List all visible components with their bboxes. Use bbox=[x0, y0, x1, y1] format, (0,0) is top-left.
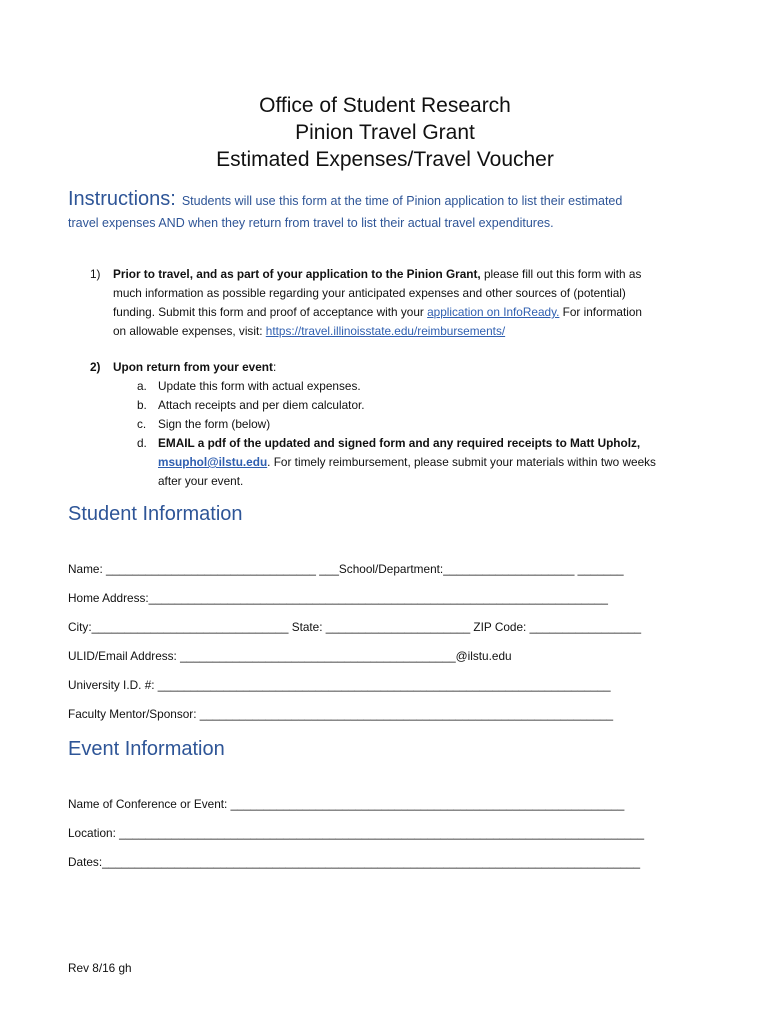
university-id-field[interactable]: University I.D. #: _____________________________________________________________________ bbox=[68, 678, 611, 692]
reimbursements-link[interactable]: https://travel.illinoisstate.edu/reimbursements/ bbox=[265, 324, 506, 338]
instructions-text-b: travel expenses AND when they return from travel to list their actual travel expenditures. bbox=[68, 216, 554, 230]
step1-text1: please fill out this form with as bbox=[480, 267, 642, 281]
step2-item-b-letter: b. bbox=[137, 398, 147, 412]
step2-item-d bbox=[158, 434, 718, 491]
city-state-zip-field[interactable]: City:______________________________ State: ______________________ ZIP Code: _________________ bbox=[68, 620, 642, 634]
step1-line3-a: funding. Submit this form and proof of acceptance with your bbox=[113, 305, 428, 319]
step2-item-a: Update this form with actual expenses. bbox=[158, 379, 361, 393]
step2-item-d-bold: EMAIL a pdf of the updated and signed form and any required receipts to Matt Upholz, bbox=[158, 436, 641, 450]
ulid-email-field[interactable]: ULID/Email Address: __________________________________________@ilstu.edu bbox=[68, 649, 512, 663]
step2-heading: Upon return from your event bbox=[113, 360, 273, 374]
home-address-field[interactable]: Home Address:______________________________________________________________________ bbox=[68, 591, 608, 605]
step2-item-d-letter: d. bbox=[137, 436, 147, 450]
step1-bold: Prior to travel, and as part of your application to the Pinion Grant, bbox=[113, 267, 481, 281]
step2-heading-line bbox=[113, 358, 276, 377]
location-field[interactable]: Location: ________________________________________________________________________________ bbox=[68, 826, 645, 840]
step2-number: 2) bbox=[90, 360, 101, 374]
title-line-1: Office of Student Research bbox=[259, 94, 511, 117]
step1-number: 1) bbox=[90, 267, 101, 281]
infoready-link[interactable]: application on InfoReady. bbox=[427, 305, 560, 319]
step2-colon: : bbox=[272, 360, 277, 374]
dates-field[interactable]: Dates:__________________________________________________________________________________ bbox=[68, 855, 641, 869]
step2-item-c: Sign the form (below) bbox=[158, 417, 271, 431]
instructions-heading: Instructions: bbox=[68, 188, 176, 210]
step2-item-d-after: . For timely reimbursement, please submit your materials within two weeks bbox=[267, 455, 656, 469]
step2-item-b: Attach receipts and per diem calculator. bbox=[158, 398, 365, 412]
revision-footer: Rev 8/16 gh bbox=[68, 961, 132, 975]
step1-line4-a: on allowable expenses, visit: bbox=[113, 324, 266, 338]
page-title bbox=[0, 92, 770, 173]
step1-line3-b: For information bbox=[559, 305, 642, 319]
step1-line2: much information as possible regarding your anticipated expenses and other sources of (potential) bbox=[113, 286, 626, 300]
name-field[interactable]: Name: ________________________________ ___School/Department:____________________ _______ bbox=[68, 562, 624, 576]
step2-item-a-letter: a. bbox=[137, 379, 147, 393]
title-line-2: Pinion Travel Grant bbox=[295, 121, 475, 144]
faculty-mentor-field[interactable]: Faculty Mentor/Sponsor: _______________________________________________________________ bbox=[68, 707, 614, 721]
step2-item-c-letter: c. bbox=[137, 417, 147, 431]
email-link[interactable]: msuphol@ilstu.edu bbox=[158, 455, 268, 469]
instructions-text-a: Students will use this form at the time of Pinion application to list their estimated bbox=[181, 194, 623, 208]
title-line-3: Estimated Expenses/Travel Voucher bbox=[216, 148, 554, 171]
instructions-block bbox=[68, 188, 708, 234]
step2-item-d-last: after your event. bbox=[158, 474, 244, 488]
student-info-heading: Student Information bbox=[68, 503, 243, 525]
step1-block bbox=[113, 265, 713, 341]
event-info-heading: Event Information bbox=[68, 738, 225, 760]
conference-name-field[interactable]: Name of Conference or Event: ____________________________________________________________ bbox=[68, 797, 625, 811]
